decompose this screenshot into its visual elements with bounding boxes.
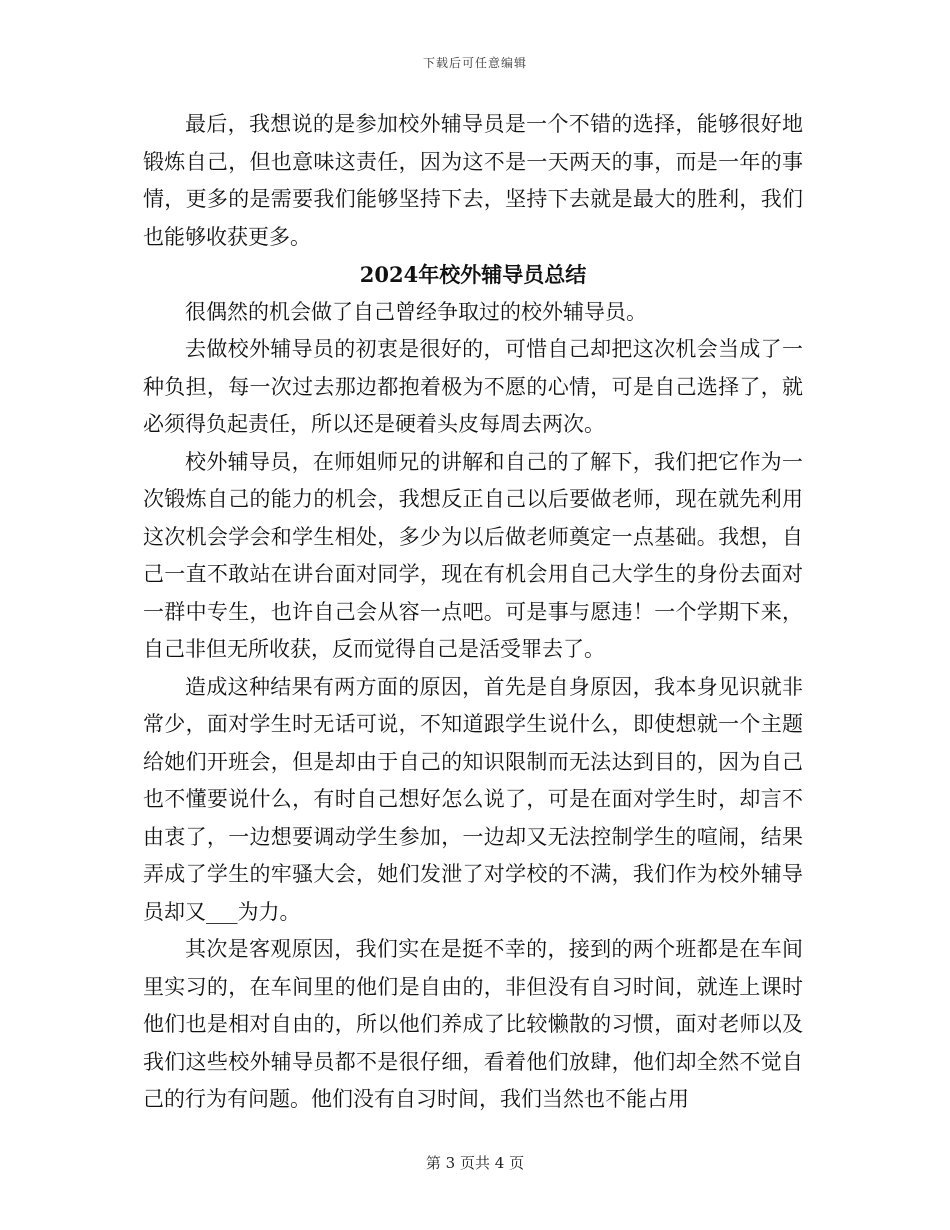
document-body bbox=[143, 106, 803, 1119]
paragraph-3: 去做校外辅导员的初衷是很好的，可惜自己却把这次机会当成了一种负担，每一次过去那边都抱着极为不愿的心情，可是自己选择了，就必须得负起责任，所以还是硬着头皮每周去两次。 bbox=[143, 337, 803, 436]
paragraph-1: 最后，我想说的是参加校外辅导员是一个不错的选择，能够很好地锻炼自己，但也意味这责任，因为这不是一天两天的事，而是一年的事情，更多的是需要我们能够坚持下去，坚持下去就是最大的胜利，我们也能够收获更多。 bbox=[143, 112, 803, 249]
paragraph-4: 校外辅导员，在师姐师兄的讲解和自己的了解下，我们把它作为一次锻炼自己的能力的机会，我想反正自己以后要做老师，现在就先利用这次机会学会和学生相处，多少为以后做老师奠定一点基础。我想，自己一直不敢站在讲台面对同学，现在有机会用自己大学生的身份去面对一群中专生，也许自己会从容一点吧。可是事与愿违！一个学期下来，自己非但无所收获，反而觉得自己是活受罪去了。 bbox=[143, 449, 803, 661]
paragraph-2: 很偶然的机会做了自己曾经争取过的校外辅导员。 bbox=[185, 299, 647, 324]
section-title: 2024年校外辅导员总结 bbox=[359, 262, 587, 287]
paragraph-6: 其次是客观原因，我们实在是挺不幸的，接到的两个班都是在车间里实习的，在车间里的他们是自由的，非但没有自习时间，就连上课时他们也是相对自由的，所以他们养成了比较懒散的习惯，面对老师以及我们这些校外辅导员都不是很仔细，看着他们放肆，他们却全然不觉自己的行为有问题。他们没有自习时间，我们当然也不能占用 bbox=[143, 937, 803, 1111]
page-header: 下载后可任意编辑 bbox=[422, 56, 527, 70]
page-number: 第 3 页共 4 页 bbox=[425, 1154, 525, 1172]
paragraph-5: 造成这种结果有两方面的原因，首先是自身原因，我本身见识就非常少，面对学生时无话可说，不知道跟学生说什么，即使想就一个主题给她们开班会，但是却由于自己的知识限制而无法达到目的，因为自己也不懂要说什么，有时自己想好怎么说了，可是在面对学生时，却言不由衷了，一边想要调动学生参加，一边却又无法控制学生的喧闹，结果弄成了学生的牢骚大会，她们发泄了对学校的不满，我们作为校外辅导员却又___为力。 bbox=[143, 674, 803, 924]
